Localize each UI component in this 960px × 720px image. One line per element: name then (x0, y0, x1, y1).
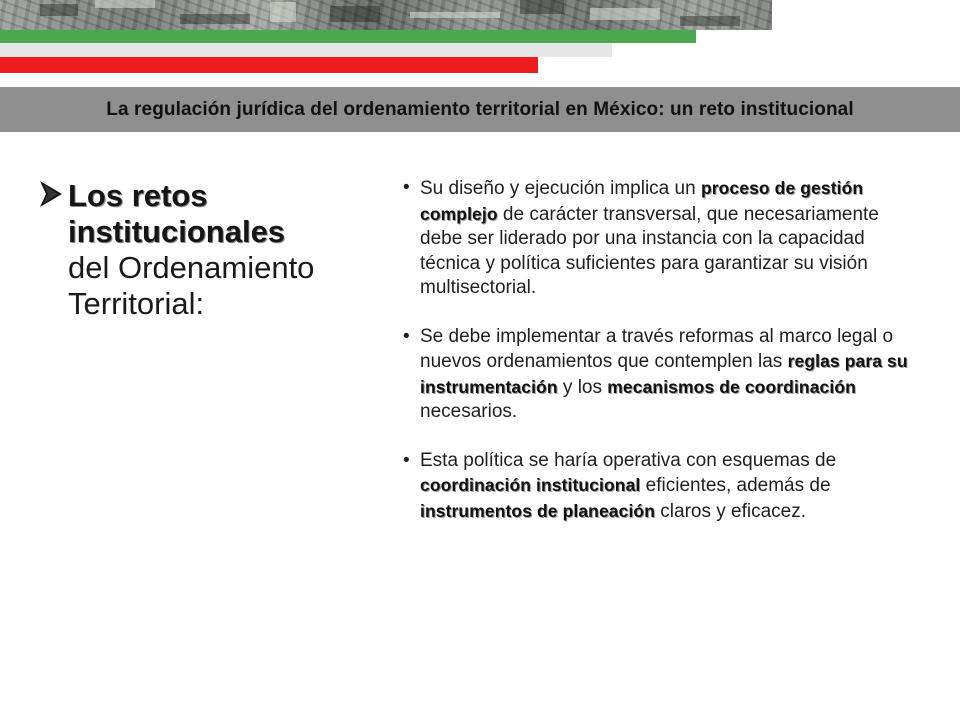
red-stripe (0, 57, 538, 73)
list-item (400, 325, 910, 425)
keyword-highlight: instrumentos de planeación (420, 500, 656, 521)
keyword-highlight: reglas para su instrumentación (420, 351, 908, 397)
keyword-highlight: mecanismos de coordinación (607, 376, 856, 397)
bullet-dot: • (403, 177, 410, 198)
arrow-right-icon (38, 178, 64, 210)
item-text: y los (557, 376, 608, 398)
item-text: claros y eficacez. (655, 500, 807, 522)
bullet-list (400, 176, 910, 548)
item-text: de carácter transversal, que necesariamente debe ser liderado por una instancia con la capacidad técnica y política suficientes para garantizar su visión multisectorial. (420, 203, 879, 298)
heading-line-3: del Ordenamiento (68, 250, 315, 285)
bullet-dot: • (403, 325, 410, 347)
keyword-highlight: proceso de gestión complejo (420, 178, 864, 224)
bullet-dot: • (403, 449, 410, 471)
list-item (400, 176, 910, 301)
aerial-photo-banner (0, 0, 772, 30)
green-stripe (0, 30, 696, 43)
list-item (400, 449, 910, 525)
heading-line-4: Territorial: (68, 286, 205, 321)
title-bar (0, 87, 960, 132)
heading-bold-line-1: Los retos (68, 178, 208, 213)
item-text: Se debe implementar a través reformas al marco legal o nuevos ordenamientos que contemplen las (420, 325, 894, 372)
item-text: necesarios. (420, 401, 518, 422)
left-heading (38, 178, 373, 322)
heading-bold-line-2: institucionales (68, 214, 286, 249)
item-text: Su diseño y ejecución implica un (420, 178, 701, 199)
item-text: Esta política se haría operativa con esquemas de (420, 449, 837, 471)
item-text: eficientes, además de (640, 475, 831, 496)
white-stripe (0, 43, 612, 57)
page-title: La regulación jurídica del ordenamiento territorial en México: un reto institucional (106, 98, 854, 120)
keyword-highlight: coordinación institucional (420, 475, 641, 495)
